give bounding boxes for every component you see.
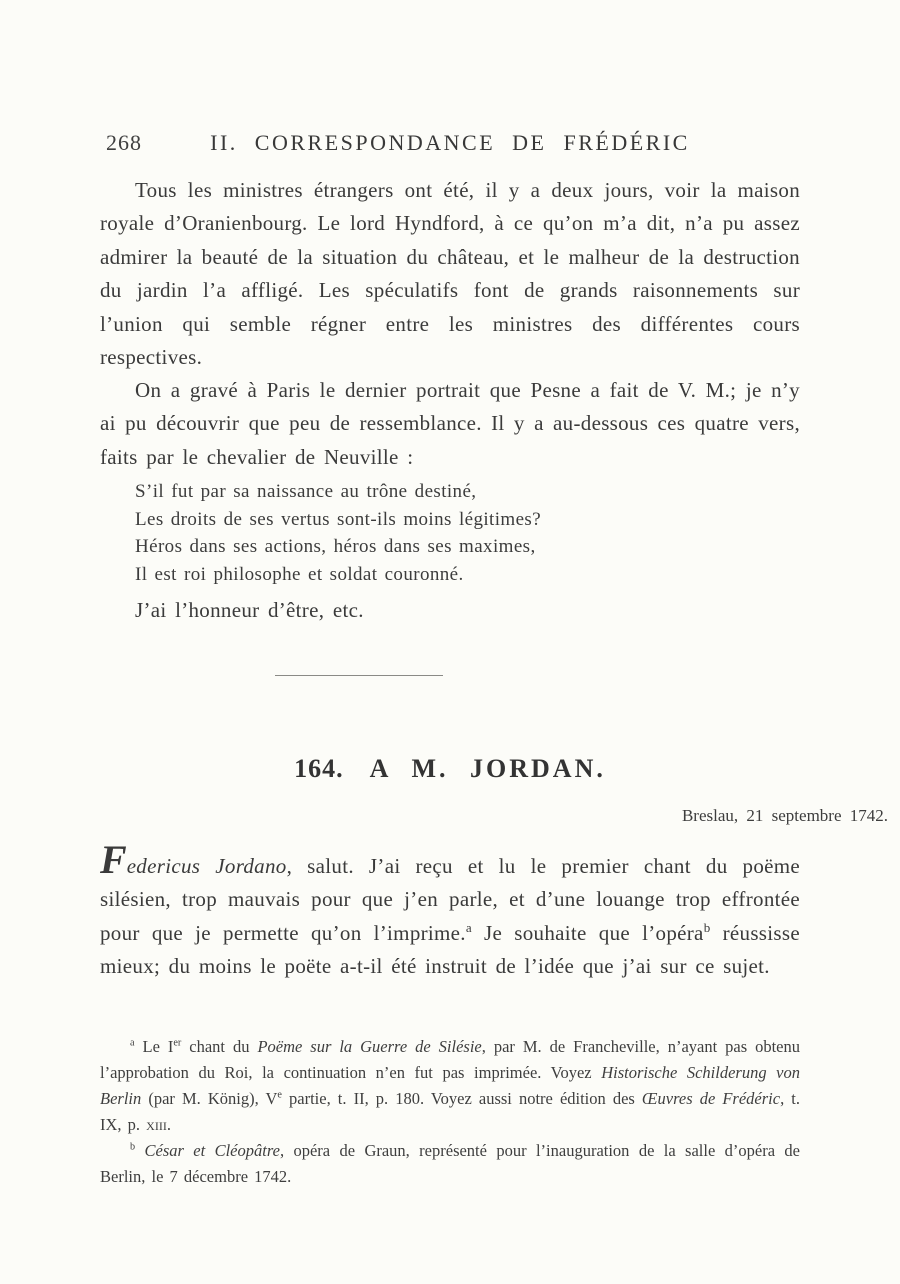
body-text: Je souhaite que l’opéra <box>471 920 704 945</box>
verse-line: Héros dans ses actions, héros dans ses maximes, <box>135 536 536 557</box>
cited-title: Historische Schilderung von Berlin <box>100 1063 800 1108</box>
roman-numeral-smallcaps: xiii <box>146 1115 167 1134</box>
superscript-er: er <box>173 1037 182 1049</box>
superscript-e: e <box>277 1089 282 1101</box>
page-number: 268 <box>106 130 142 155</box>
letter-body <box>100 837 801 984</box>
running-header: II. CORRESPONDANCE DE FRÉDÉRIC <box>210 130 690 155</box>
footnotes-block <box>100 1034 800 1190</box>
dateline: Breslau, 21 septembre 1742. <box>681 806 888 825</box>
footnote-text: , par M. de Francheville, n’ayant pas obtenu l’approbation du Roi, la continuation n’en fut pas imprimée. Voyez <box>100 1037 800 1082</box>
drop-initial: F <box>100 837 127 882</box>
letter-heading <box>0 754 900 784</box>
cited-title: César et Cléopâtre <box>144 1141 280 1160</box>
footnote-text <box>135 1141 144 1160</box>
footnote-a <box>100 1034 800 1138</box>
cited-title: Œuvres de Frédéric <box>641 1089 781 1108</box>
letter-number: 164. <box>294 754 344 783</box>
footnote-ref-a: a <box>465 919 472 935</box>
running-header-row <box>100 130 800 156</box>
verse-quatrain <box>135 478 541 588</box>
paragraph-portrait: On a gravé à Paris le dernier portrait que Pesne a fait de V. M.; je n’y ai pu découvrir que peu de ressemblance. Il y a au-dessous ces quatre vers, faits par le chevalier de Neuville : <box>100 378 800 469</box>
footnote-b <box>100 1138 800 1190</box>
paragraph-ministres: Tous les ministres étrangers ont été, il y a deux jours, voir la maison royale d’Oranienbourg. Le lord Hyndford, à ce qu’on m’a dit, n’a pu assez admirer la beauté de la situation du château, et le malheur de la destruction du jardin l’a affligé. Les spéculatifs font de grands raisonnements sur l’union qui semble régner entre les ministres des différentes cours respectives. <box>100 178 800 370</box>
section-divider-rule <box>275 675 443 676</box>
footnote-text: Le I <box>134 1037 174 1056</box>
verse-line: Les droits de ses vertus sont-ils moins légitimes? <box>135 508 542 530</box>
footnote-text: chant du <box>181 1037 258 1056</box>
footnote-text: , t. IX, p. <box>100 1089 800 1134</box>
letter-title: A M. JORDAN. <box>369 754 606 783</box>
footnote-marker-a: a <box>130 1037 135 1049</box>
footnote-marker-b: b <box>130 1141 136 1153</box>
cited-title: Poëme sur la Guerre de Silésie <box>257 1037 482 1056</box>
body-text: réussisse mieux; du moins le poëte a-t-il été instruit de l’idée que j’ai sur ce sujet. <box>100 920 800 979</box>
salutation-italic: edericus Jordano <box>126 854 287 878</box>
footnote-text: , opéra de Graun, représenté pour l’inauguration de la salle d’opéra de Berlin, le 7 décembre 1742. <box>100 1141 801 1186</box>
body-text: , salut. J’ai reçu et lu le premier chant du poëme silésien, trop mauvais pour que j’en parle, et d’une louange trop effrontée pour que je permette qu’on l’imprime. <box>100 854 801 945</box>
footnote-ref-b: b <box>703 919 711 935</box>
footnote-text: (par M. König), V <box>141 1089 278 1108</box>
verse-line: Il est roi philosophe et soldat couronné. <box>135 563 464 585</box>
letter-closing: J’ai l’honneur d’être, etc. <box>135 598 364 622</box>
footnote-text: partie, t. II, p. 180. Voyez aussi notre édition des <box>281 1089 642 1108</box>
verse-line: S’il fut par sa naissance au trône destiné, <box>135 481 477 502</box>
footnote-text: . <box>166 1115 171 1134</box>
